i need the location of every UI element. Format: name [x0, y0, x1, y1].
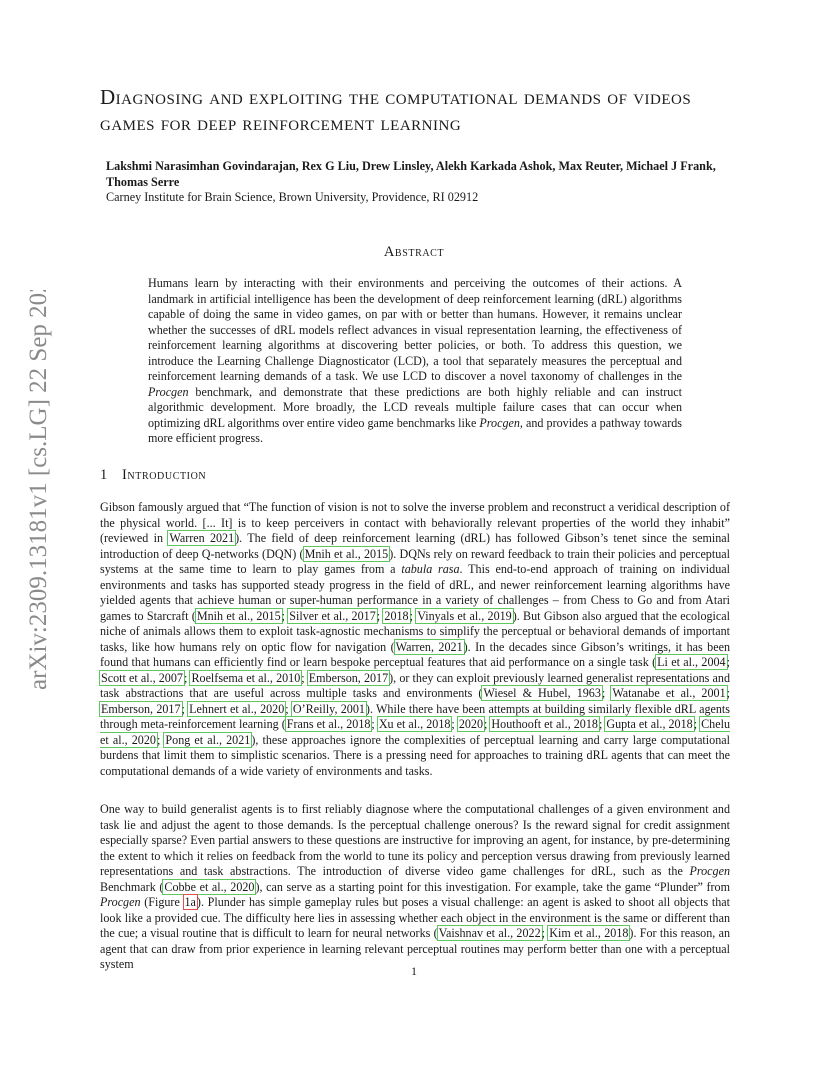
citation-link[interactable]: 2018	[384, 608, 409, 623]
citation-link[interactable]: Emberson, 2017	[101, 701, 181, 716]
citation-link[interactable]: Gupta et al., 2018	[606, 717, 693, 731]
citation-link[interactable]: Warren 2021	[169, 531, 235, 545]
citation-link[interactable]: O’Reilly, 2001	[292, 701, 365, 716]
citation-link[interactable]: Mnih et al., 2015	[304, 546, 389, 561]
arxiv-id-text: arXiv:2309.13181v1 [cs.LG] 22 Sep 2023	[25, 290, 52, 690]
citation-link[interactable]: Houthooft et al., 2018	[491, 717, 598, 731]
citation-link[interactable]: Vaishnav et al., 2022	[438, 926, 541, 940]
citation-link[interactable]: Silver et al., 2017	[289, 608, 376, 623]
citation-link[interactable]: 2020	[458, 717, 484, 731]
citation-link[interactable]: Emberson, 2017	[308, 670, 389, 685]
citation-link[interactable]: Chelu et al., 2020	[100, 717, 730, 747]
citation-link[interactable]: Li et al., 2004	[657, 655, 726, 669]
citation-link[interactable]: Mnih et al., 2015	[196, 608, 281, 623]
section-title: Introduction	[122, 467, 207, 483]
arxiv-identifier	[14, 290, 54, 690]
citation-link[interactable]: Xu et al., 2018	[378, 717, 451, 731]
figure-reference-link[interactable]: 1a	[184, 895, 196, 909]
intro-paragraph-2: One way to build generalist agents is to first reliably diagnose where the computational challenges of a given environment and task lie and adjust the agent to those demands. Is the perceptual challenge onerous? Is the reward signal for credit assignment especially sparse? Even partial answers to these questions are instructive for improving an agent, for instance, by pre-determining the extent to which it relies on feedback from the world to tune its policy and perception versus drawing from previously learned representations and task abstractions. The introduction of diverse video game challenges for dRL, such as the Procgen Benchmark (Cobbe et al., 2020), can serve as a starting point for this investigation. For example, take the game “Plunder” from Procgen (Figure 1a). Plunder has simple gameplay rules but poses a visual challenge: an agent is asked to shoot all objects that look like a provided cue. The difficulty here lies in assessing whether each object in the environment is the same or different than the cue; a visual routine that is difficult to learn for neural networks (Vaishnav et al., 2022; Kim et al., 2018). For this reason, an agent that can draw from prior experience in learning relevant perceptual routines may perform better than one with a perceptual system	[100, 802, 730, 971]
affiliation: Carney Institute for Brain Science, Brown University, Providence, RI 02912	[106, 190, 479, 204]
citation-link[interactable]: Vinyals et al., 2019	[417, 608, 512, 623]
section-number: 1	[100, 467, 108, 483]
citation-link[interactable]: Warren, 2021	[395, 639, 463, 654]
citation-link[interactable]: Frans et al., 2018	[286, 717, 371, 731]
citation-link[interactable]: Watanabe et al., 2001	[612, 686, 726, 700]
citation-link[interactable]: Roelfsema et al., 2010	[191, 670, 301, 685]
citation-link[interactable]: Kim et al., 2018	[549, 926, 629, 940]
author-list: Lakshmi Narasimhan Govindarajan, Rex G Liu, Drew Linsley, Alekh Karkada Ashok, Max Reuter, Michael J Frank, Thomas Serre	[106, 159, 716, 189]
citation-link[interactable]: Cobbe et al., 2020	[164, 879, 255, 894]
page-number: 1	[411, 964, 417, 978]
citation-link[interactable]: Scott et al., 2007	[101, 670, 183, 685]
intro-paragraph-1: Gibson famously argued that “The function of vision is not to solve the inverse problem and reconstruct a veridical description of the physical world. [... It] is to keep perceivers in contact with behaviorally relevant properties of the world they inhabit” (reviewed in Warren 2021). The field of deep reinforcement learning (dRL) has followed Gibson’s tenet since the seminal introduction of deep Q-networks (DQN) (Mnih et al., 2015). DQNs rely on reward feedback to train their policies and perceptual systems at the same time to learn to play games from a tabula rasa. This end-to-end approach of training on individual environments and tasks has supported steady progress in the field of dRL, and newer reinforcement learning algorithms have yielded agents that achieve human or super-human performance in a variety of challenges – from Chess to Go and from Atari games to Starcraft (Mnih et al., 2015; Silver et al., 2017; 2018; Vinyals et al., 2019). But Gibson also argued that the ecological niche of animals allows them to exploit task-agnostic mechanisms to simplify the perceptual or behavioral demands of important tasks, like how humans rely on optic flow for navigation (Warren, 2021). In the decades since Gibson’s writings, it has been found that humans can efficiently find or learn bespoke perceptual features that aid performance on a single task (Li et al., 2004; Scott et al., 2007; Roelfsema et al., 2010; Emberson, 2017), or they can exploit previously learned generalist representations and task abstractions that are useful across multiple tasks and environments (Wiesel & Hubel, 1963; Watanabe et al., 2001; Emberson, 2017; Lehnert et al., 2020; O’Reilly, 2001). While there have been attempts at building similarly flexible dRL agents through meta-reinforcement learning (Frans et al., 2018; Xu et al., 2018; 2020; Houthooft et al., 2018; Gupta et al., 2018; Chelu et al., 2020; Pong et al., 2021), these approaches ignore the complexities of perceptual learning and carry large computational burdens that limit them to simplistic scenarios. There is a pressing need for approaches to training dRL agents that can meet the computational demands of a wide variety of environments and tasks.	[100, 500, 730, 778]
citation-link[interactable]: Lehnert et al., 2020	[189, 701, 285, 716]
citation-link[interactable]: Wiesel & Hubel, 1963	[483, 686, 601, 700]
abstract-body: Humans learn by interacting with their environments and perceiving the outcomes of their actions. A landmark in artificial intelligence has been the development of deep reinforcement learning (dRL) algorithms capable of doing the same in video games, on par with or better than humans. However, it remains unclear whether the successes of dRL models reflect advances in visual representation learning, the effectiveness of reinforcement learning algorithms at discovering better policies, or both. To address this question, we introduce the Learning Challenge Diagnosticator (LCD), a tool that separately measures the perceptual and reinforcement learning demands of a task. We use LCD to discover a novel taxonomy of challenges in the Procgen benchmark, and demonstrate that these predictions are both highly reliable and can instruct algorithmic development. More broadly, the LCD reveals multiple failure cases that can occur when optimizing dRL algorithms over entire video game benchmarks like Procgen, and provides a pathway towards more efficient progress.	[148, 276, 682, 445]
citation-link[interactable]: Pong et al., 2021	[165, 732, 251, 747]
section-heading-introduction	[100, 467, 206, 484]
abstract-heading: Abstract	[383, 244, 445, 260]
paper-title: Diagnosing and exploiting the computational demands of videos games for deep reinforcement learning	[100, 85, 692, 135]
